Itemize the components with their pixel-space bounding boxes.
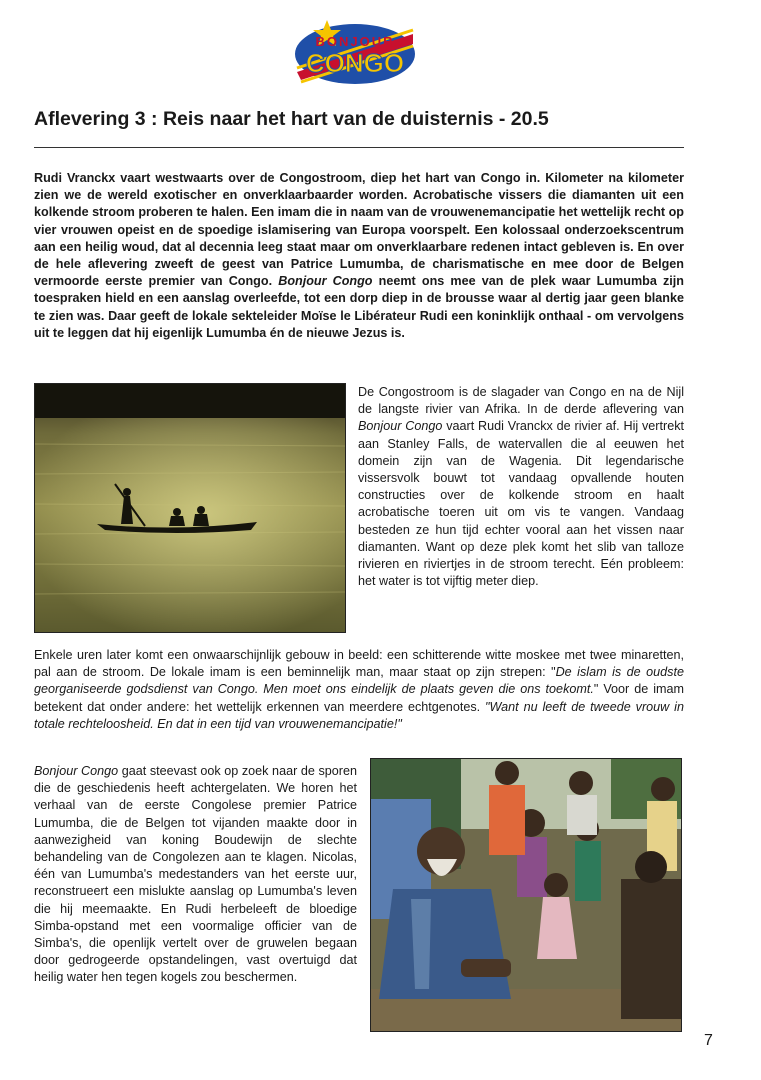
- page-number: 7: [704, 1032, 713, 1049]
- intro-text-1: Rudi Vranckx vaart westwaarts over de Congostroom, diep het hart van Congo in. Kilometer na kilometer zien we de wereld exotischer en onverklaarbaarder worden. Acrobatische vissers die diamanten uit een kolkende stroom proberen te halen. Een imam die in naam van de vrouwenemancipatie het wettelijk recht op vier vrouwen opeist en de spoedige islamisering van Europa voorspelt. Een kolossaal onderzoekscentrum aan een heilig woud, dat al decennia leeg staat maar om onverklaarbare redenen intact gebleven is. En over de hele aflevering zweeft de geest van Patrice Lumumba, de charismatische en mee door de Belgen vermoorde eerste premier van Congo.: [34, 171, 684, 289]
- intro-paragraph: [34, 170, 684, 342]
- river-paragraph: [358, 384, 684, 590]
- canoe-fishermen-photo: [34, 383, 346, 633]
- history-show-name: Bonjour Congo: [34, 764, 119, 778]
- mosque-text-2: " Voor de imam betekent dat onder andere: het wettelijk erkennen van meerdere echtgenotes.: [34, 682, 684, 714]
- history-paragraph: [34, 763, 357, 987]
- mosque-text-1: Enkele uren later komt een onwaarschijnlijk gebouw in beeld: een schitterende witte moskee met twee minaretten, pal aan de stroom. De lokale imam is een beminnelijk man, maar staat op zijn strepen: ": [34, 648, 684, 680]
- logo-line1: BONJOUR: [315, 34, 395, 49]
- river-show-name: Bonjour Congo: [358, 419, 443, 434]
- mosque-quote-1: De islam is de oudste georganiseerde godsdienst van Congo. Men moet ons eindelijk de plaats geven die ons toekomt.: [34, 665, 684, 697]
- episode-title: Aflevering 3 : Reis naar het hart van de duisternis - 20.5: [34, 108, 549, 130]
- logo-line2: CONGO: [305, 48, 405, 78]
- intro-text-2: neemt ons mee van de plek waar Lumumba zijn toespraken hield en een aanslag overleefde, tot een dorp diep in de brousse waar al dertig jaar geen blanke te zien was. Daar geeft de lokale sekteleider Moïse le Libérateur Rudi een koninklijk onthaal - om vervolgens uit te leggen dat hij eigenlijk Lumumba én de nieuwe Jezus is.: [34, 274, 684, 340]
- mosque-paragraph: [34, 647, 684, 733]
- bonjour-congo-logo: [287, 14, 423, 88]
- logo-graphic: [287, 14, 423, 88]
- intro-show-name: Bonjour Congo: [278, 274, 373, 289]
- canoe-photo-graphic: [35, 384, 345, 632]
- river-text-1: De Congostroom is de slagader van Congo en na de Nijl de langste rivier van Afrika. In de derde aflevering van: [358, 385, 684, 417]
- mosque-quote-2: "Want nu leeft de tweede vrouw in totale rechteloosheid. En dat in een tijd van vrouwenemancipatie!": [34, 699, 684, 731]
- village-photo-graphic: [371, 759, 681, 1031]
- village-elder-photo: [370, 758, 682, 1032]
- river-text-2: vaart Rudi Vranckx de rivier af. Hij vertrekt aan Stanley Falls, de watervallen die al eeuwen het domein zijn van de Wagenia. Dit legendarische vissersvolk bouwt tot vandaag opvallende houten constructies over de kolkende stroom en haalt acrobatische toeren uit om vis te vangen. Vandaag besteden ze hun tijd echter vooral aan het vissen naar diamanten. Want op deze plek komt het slib van talloze rivieren en riviertjes in de stroom terecht. Eén probleem: het water is tot vijftig meter diep.: [358, 419, 684, 589]
- history-text: gaat steevast ook op zoek naar de sporen die de geschiedenis heeft achtergelaten. We horen het verhaal van de eerste Congolese premier Patrice Lumumba, die de Belgen tot vijanden maakte door in aanwezigheid van koning Boudewijn de slechte behandeling van de Congolezen aan te klagen. Nicolas, één van Lumumba's medestanders van het eerste uur, reconstrueert een mislukte aanslag op Lumumba's leven die hij meemaakte. En Rudi herbeleeft de bloedige Simba-opstand met een voormalige officier van de Simba's, die openlijk vertelt over de gruwelen begaan door gedrogeerde opstandelingen, vast overtuigd dat heilig water hen tegen kogels zou beschermen.: [34, 764, 357, 985]
- title-divider: [34, 147, 684, 148]
